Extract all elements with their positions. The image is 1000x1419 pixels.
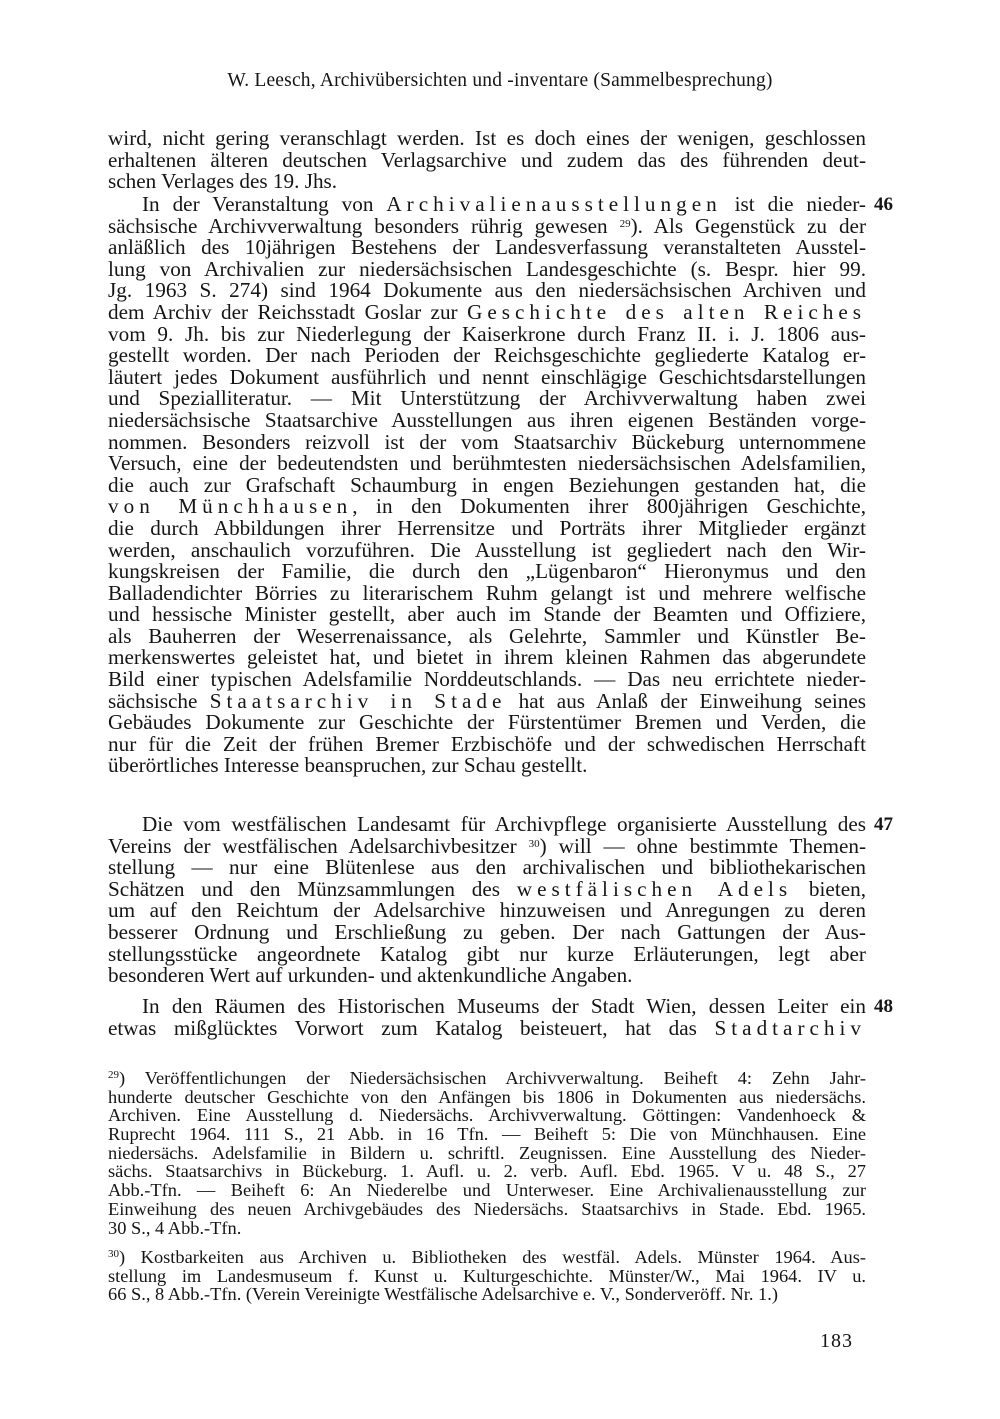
text-line: Balladendichter Börries zu literarischem Ruhm gelangt ist und mehrere welfische bbox=[108, 580, 866, 605]
text-line: überörtliches Interesse beanspruchen, zur Schau gestellt. bbox=[108, 753, 588, 778]
text-line: und hessische Minister gestellt, aber auch im Stande der Beamten und Offiziere, bbox=[108, 602, 866, 627]
text-line: als Bauherren der Weserrenaissance, als Gelehrte, Sammler und Künstler Be- bbox=[108, 623, 866, 648]
text-run: etwas mißglücktes Vorwort zum Katalog beisteuert, hat das bbox=[108, 1015, 715, 1040]
text-line: wird, nicht gering veranschlagt werden. Ist es doch eines der wenigen, geschlossen bbox=[108, 126, 866, 150]
text-line: nur für die Zeit der frühen Bremer Erzbischöfe und der schwedischen Herrschaft bbox=[108, 731, 866, 756]
text-run: hat aus Anlaß der Einweihung seines bbox=[506, 688, 866, 713]
text-run: sächsische Archivverwaltung besonders rührig gewesen bbox=[108, 213, 620, 238]
text-line bbox=[108, 299, 866, 324]
footnote-line: niedersächs. Adelsfamilie in Bildern u. schriftl. Zeugnissen. Eine Ausstellung des Nieder- bbox=[108, 1142, 866, 1163]
text-line: nommen. Besonders reizvoll ist der vom Staatsarchiv Bückeburg unternommene bbox=[108, 429, 866, 454]
text-line: stellung — nur eine Blütenlese aus den archivalischen und bibliothekarischen bbox=[108, 855, 866, 880]
footnote-line: 30 S., 4 Abb.-Tfn. bbox=[108, 1217, 242, 1238]
text-line: Die vom westfälischen Landesamt für Archivpflege organisierte Ausstellung des bbox=[142, 812, 866, 836]
text-run: ) will — ohne bestimmte Themen- bbox=[539, 833, 867, 858]
text-line bbox=[108, 833, 867, 858]
footnote-line: stellung im Landesmuseum f. Kunst u. Kulturgeschichte. Münster/W., Mai 1964. IV u. bbox=[108, 1265, 866, 1286]
text-line: die durch Abbildungen ihrer Herrensitze und Porträts ihrer Mitglieder ergänzt bbox=[108, 515, 866, 540]
text-line: merkenswertes geleistet hat, und bietet in ihrem kleinen Rahmen das abgerundete bbox=[108, 645, 866, 670]
footnote-29 bbox=[108, 1069, 866, 1237]
footnote-mark: 30 bbox=[108, 1248, 119, 1260]
text-run: sächsische bbox=[108, 688, 210, 713]
text-line: kungskreisen der Familie, die durch den „Lügenbaron“ Hieronymus und den bbox=[108, 559, 866, 584]
text-run: ist die nieder- bbox=[721, 192, 866, 216]
text-line: die auch zur Grafschaft Schaumburg in engen Beziehungen gestanden hat, die bbox=[108, 472, 866, 497]
footnote-ref-29: 29 bbox=[619, 217, 631, 230]
text-line: werden, anschaulich vorzuführen. Die Ausstellung ist gegliedert nach den Wir- bbox=[108, 537, 866, 562]
text-line: Gebäudes Dokumente zur Geschichte der Fürstentümer Bremen und Verden, die bbox=[108, 710, 866, 735]
continuation-paragraph bbox=[108, 128, 866, 193]
text-line: vom 9. Jh. bis zur Niederlegung der Kaiserkrone durch Franz II. i. J. 1806 aus- bbox=[108, 321, 866, 346]
text-line bbox=[108, 876, 866, 901]
text-line: besserer Ordnung und Erschließung zu geben. Der nach Gattungen der Aus- bbox=[108, 919, 866, 944]
text-run: Schätzen und den Münzsammlungen des bbox=[108, 876, 517, 901]
margin-number-46: 46 bbox=[874, 194, 893, 215]
text-line: und Spezialliteratur. — Mit Unterstützung der Archivverwaltung haben zwei bbox=[108, 386, 866, 411]
text-line: Versuch, eine der bedeutendsten und berühmtesten niedersächsischen Adelsfamilien, bbox=[108, 451, 866, 476]
paragraph-46 bbox=[108, 194, 866, 777]
page-number: 183 bbox=[820, 1330, 853, 1352]
footnote-line: sächs. Staatsarchivs in Bückeburg. 1. Aufl. u. 2. verb. Aufl. Ebd. 1965. V u. 48 S., 27 bbox=[108, 1161, 866, 1182]
margin-number-48: 48 bbox=[874, 996, 893, 1017]
text-run: ). Als Gegenstück zu der bbox=[630, 213, 867, 238]
footnote-line bbox=[108, 1069, 866, 1088]
text-line: niedersächsische Staatsarchive Ausstellungen aus ihren eigenen Beständen vorge- bbox=[108, 407, 866, 432]
spaced-emphasis: Staatsarchiv in Stade bbox=[209, 688, 507, 713]
text-run: bieten, bbox=[792, 876, 866, 901]
footnote-line: Einweihung des neuen Archivgebäudes des Niedersächs. Staatsarchivs in Stade. Ebd. 1965. bbox=[108, 1198, 866, 1219]
text-run: , in den Dokumenten ihrer 800jährigen Geschichte, bbox=[352, 494, 866, 519]
text-line: schen Verlages des 19. Jhs. bbox=[108, 169, 338, 194]
footnote-line bbox=[108, 1248, 866, 1267]
spaced-emphasis: von Münchhausen bbox=[108, 494, 353, 519]
text-line bbox=[108, 213, 867, 238]
text-line: lung von Archivalien zur niedersächsischen Landesgeschichte (s. Bespr. hier 99. bbox=[108, 256, 866, 281]
text-run: ) Veröffentlichungen der Niedersächsischen Archivverwaltung. Beiheft 4: Zehn Jahr- bbox=[119, 1068, 866, 1088]
text-line bbox=[108, 688, 866, 713]
text-run: Vereins der westfälischen Adelsarchivbesitzer bbox=[108, 833, 529, 858]
spaced-emphasis: Archivalienausstellungen bbox=[386, 192, 722, 216]
paragraph-48 bbox=[108, 996, 866, 1039]
text-line bbox=[108, 1015, 866, 1040]
text-line: besonderen Wert auf urkunden- und aktenkundliche Angaben. bbox=[108, 963, 633, 988]
footnote-line: 66 S., 8 Abb.-Tfn. (Verein Vereinigte Westfälische Adelsarchive e. V., Sonderveröff. Nr. 1.) bbox=[108, 1284, 778, 1305]
text-line: Jg. 1963 S. 274) sind 1964 Dokumente aus den niedersächsischen Archiven und bbox=[108, 278, 866, 303]
footnote-ref-30: 30 bbox=[528, 837, 540, 850]
footnote-mark: 29 bbox=[108, 1069, 119, 1081]
spaced-emphasis: Geschichte des alten Reiches bbox=[467, 299, 866, 324]
text-line: Bild einer typischen Adelsfamilie Norddeutschlands. — Das neu errichtete nieder- bbox=[108, 667, 866, 692]
spaced-emphasis: westfälischen Adels bbox=[516, 876, 793, 901]
footnote-line: Abb.-Tfn. — Beiheft 6: An Niederelbe und Unterweser. Eine Archivalienausstellung zur bbox=[108, 1180, 866, 1201]
text-run: dem Archiv der Reichsstadt Goslar zur bbox=[108, 299, 468, 324]
text-line: In den Räumen des Historischen Museums der Stadt Wien, dessen Leiter ein bbox=[142, 994, 866, 1018]
spaced-emphasis: Stadtarchiv bbox=[714, 1015, 866, 1040]
text-line bbox=[108, 496, 866, 518]
paragraph-47 bbox=[108, 814, 866, 987]
footnote-line: Archiven. Eine Ausstellung d. Niedersächs. Archivverwaltung. Göttingen: Vandenhoeck & bbox=[108, 1105, 866, 1126]
footnote-30 bbox=[108, 1248, 866, 1304]
text-run: In der Veranstaltung von bbox=[142, 192, 387, 216]
text-line: gestellt worden. Der nach Perioden der Reichsgeschichte gegliederte Katalog er- bbox=[108, 343, 866, 368]
margin-number-47: 47 bbox=[874, 814, 893, 835]
footnote-line: Ruprecht 1964. 111 S., 21 Abb. in 16 Tfn. — Beiheft 5: Die von Münchhausen. Eine bbox=[108, 1124, 866, 1145]
text-line: stellungsstücke angeordnete Katalog gibt nur kurze Erläuterungen, legt aber bbox=[108, 941, 866, 966]
text-run: ) Kostbarkeiten aus Archiven u. Bibliotheken des westfäl. Adels. Münster 1964. Aus- bbox=[119, 1247, 866, 1267]
text-line: um auf den Reichtum der Adelsarchive hinzuweisen und Anregungen zu deren bbox=[108, 898, 866, 923]
text-line: erhaltenen älteren deutschen Verlagsarchive und zudem das des führenden deut- bbox=[108, 147, 866, 172]
text-line: läutert jedes Dokument ausführlich und nennt einschlägige Geschichtsdarstellungen bbox=[108, 364, 866, 389]
running-header: W. Leesch, Archivübersichten und -inventare (Sammelbesprechung) bbox=[227, 70, 773, 91]
footnote-line: hunderte deutscher Geschichte von den Anfängen bis 1806 in Dokumenten aus niedersächs. bbox=[108, 1086, 866, 1107]
text-line: anläßlich des 10jährigen Bestehens der Landesverfassung veranstalteten Ausstel- bbox=[108, 235, 866, 260]
text-line bbox=[108, 194, 866, 216]
